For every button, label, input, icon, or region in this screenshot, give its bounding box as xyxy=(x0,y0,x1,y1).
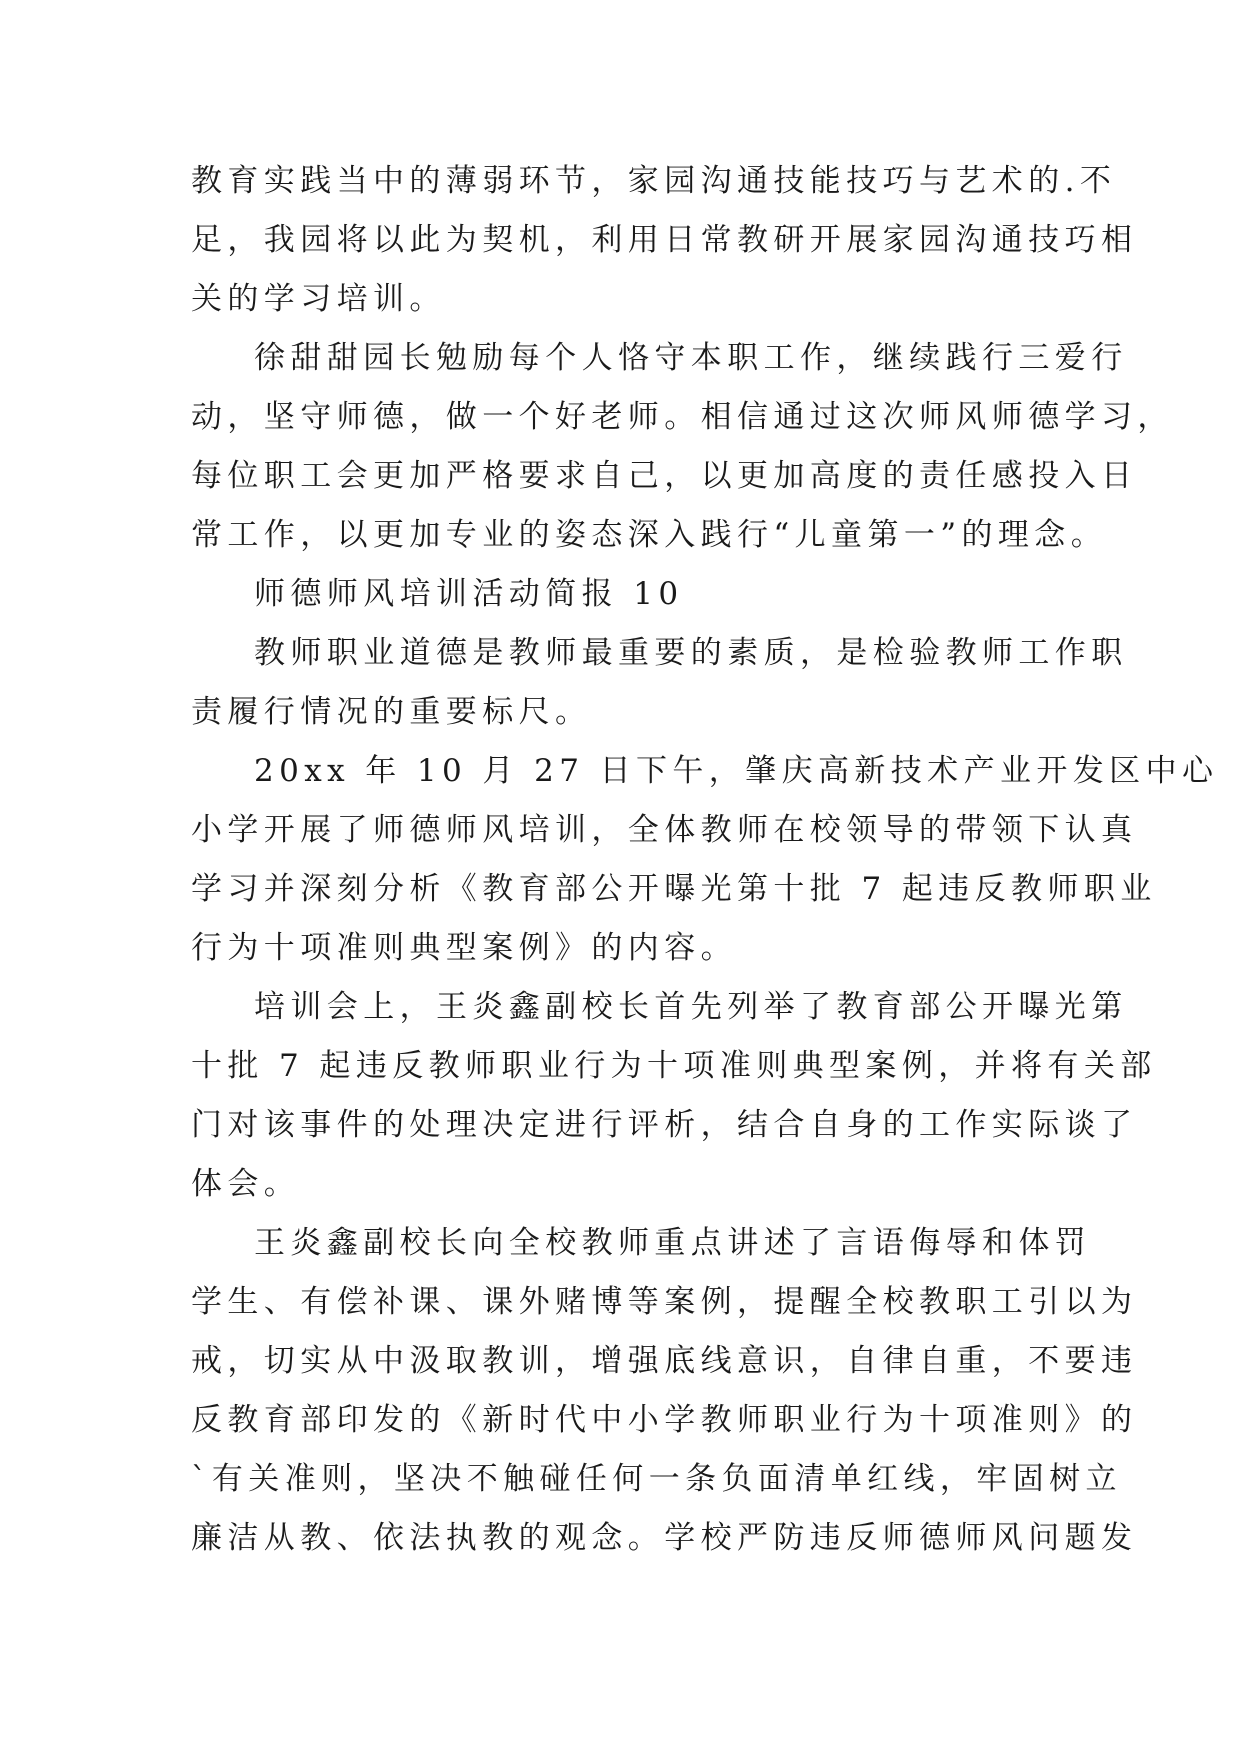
section-heading: 师德师风培训活动简报 10 xyxy=(254,576,684,612)
paragraph-line: 戒，切实从中汲取教训，增强底线意识，自律自重，不要违 xyxy=(191,1343,1138,1379)
paragraph-line: 动，坚守师德，做一个好老师。相信通过这次师风师德学习， xyxy=(191,399,1174,435)
paragraph-line: 反教育部印发的《新时代中小学教师职业行为十项准则》的 xyxy=(191,1402,1138,1438)
paragraph-line: 王炎鑫副校长向全校教师重点讲述了言语侮辱和体罚 xyxy=(254,1225,1092,1261)
document-body xyxy=(191,152,1219,1568)
paragraph-line: 学生、有偿补课、课外赌博等案例，提醒全校教职工引以为 xyxy=(191,1284,1138,1320)
paragraph-line: 学习并深刻分析《教育部公开曝光第十批 7 起违反教师职业 xyxy=(191,871,1157,907)
paragraph-line: `有关准则，坚决不触碰任何一条负面清单红线，牢固树立 xyxy=(191,1461,1122,1497)
paragraph-line: 教师职业道德是教师最重要的素质，是检验教师工作职 xyxy=(254,635,1128,671)
paragraph-line: 门对该事件的处理决定进行评析，结合自身的工作实际谈了 xyxy=(191,1107,1138,1143)
paragraph-line: 足，我园将以此为契机，利用日常教研开展家园沟通技巧相 xyxy=(191,222,1138,258)
paragraph-line: 责履行情况的重要标尺。 xyxy=(191,694,592,730)
paragraph-line: 体会。 xyxy=(191,1166,301,1202)
paragraph-line: 廉洁从教、依法执教的观念。学校严防违反师德师风问题发 xyxy=(191,1520,1138,1556)
paragraph-line: 培训会上，王炎鑫副校长首先列举了教育部公开曝光第 xyxy=(254,989,1128,1025)
paragraph-line: 关的学习培训。 xyxy=(191,281,446,317)
paragraph-line: 行为十项准则典型案例》的内容。 xyxy=(191,930,737,966)
paragraph-line: 徐甜甜园长勉励每个人恪守本职工作，继续践行三爱行 xyxy=(254,340,1128,376)
paragraph-line: 十批 7 起违反教师职业行为十项准则典型案例，并将有关部 xyxy=(191,1048,1157,1084)
paragraph-line: 小学开展了师德师风培训，全体教师在校领导的带领下认真 xyxy=(191,812,1138,848)
paragraph-line: 20xx 年 10 月 27 日下午，肇庆高新技术产业开发区中心 xyxy=(254,753,1219,789)
paragraph-line: 每位职工会更加严格要求自己，以更加高度的责任感投入日 xyxy=(191,458,1138,494)
paragraph-line: 常工作，以更加专业的姿态深入践行“儿童第一”的理念。 xyxy=(191,517,1108,553)
paragraph-line: 教育实践当中的薄弱环节，家园沟通技能技巧与艺术的.不 xyxy=(191,163,1117,199)
